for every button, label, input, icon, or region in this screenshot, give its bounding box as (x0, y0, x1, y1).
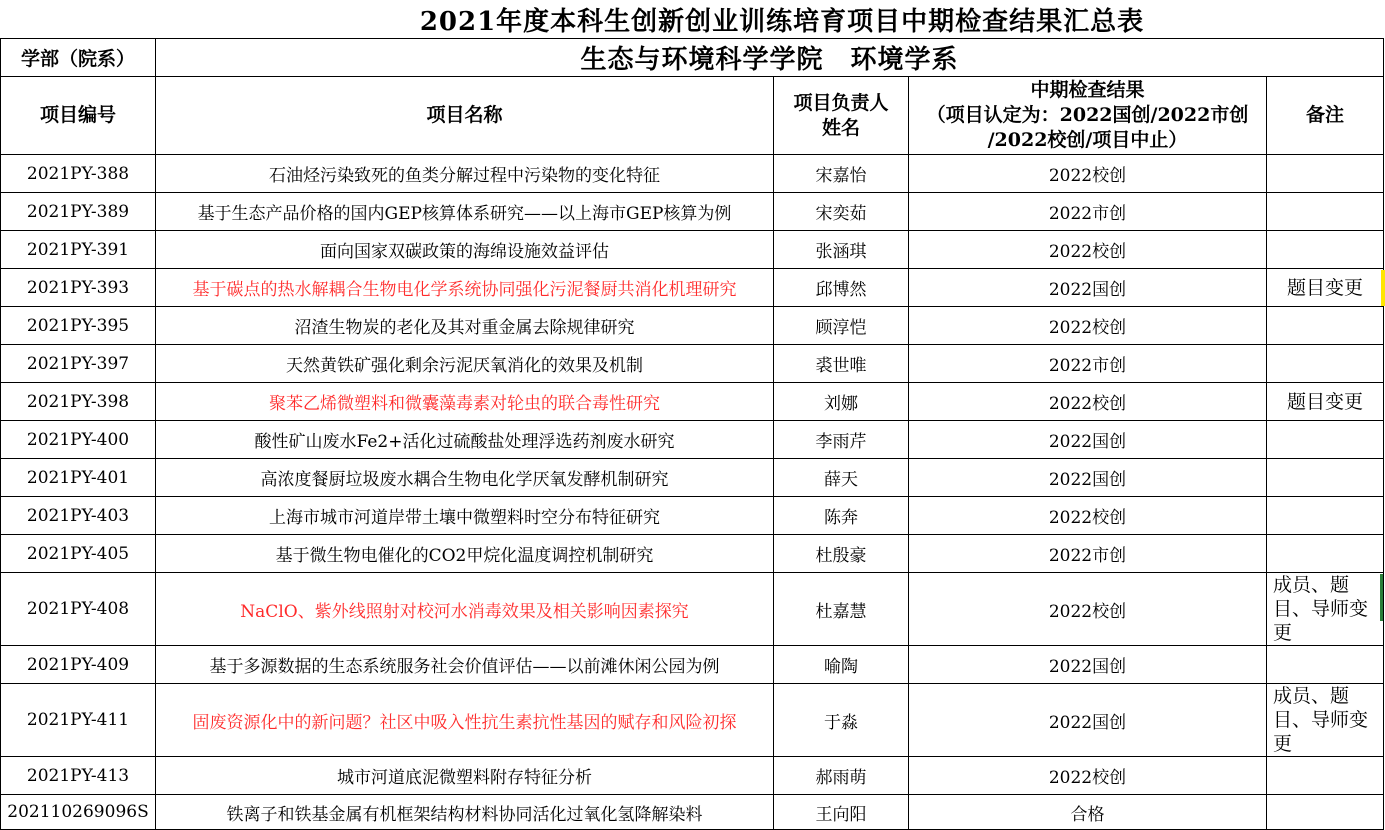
table-row (1, 421, 1384, 459)
project-id-cell[interactable]: 2021PY-401 (1, 459, 156, 497)
project-name-cell[interactable]: 石油烃污染致死的鱼类分解过程中污染物的变化特征 (156, 155, 774, 193)
note-cell[interactable] (1267, 421, 1384, 459)
header-result-line1: 中期检查结果 (1030, 79, 1145, 101)
project-leader-cell[interactable]: 杜殷豪 (774, 535, 909, 573)
project-name-cell[interactable]: 天然黄铁矿强化剩余污泥厌氧消化的效果及机制 (156, 345, 774, 383)
header-leader[interactable] (774, 77, 909, 155)
note-cell[interactable] (1267, 307, 1384, 345)
header-result[interactable] (909, 77, 1267, 155)
table-row (1, 684, 1384, 757)
check-result-cell[interactable]: 2022校创 (909, 383, 1267, 421)
project-id-cell[interactable]: 2021PY-393 (1, 269, 156, 307)
project-leader-cell[interactable]: 宋奕茹 (774, 193, 909, 231)
table-row (1, 231, 1384, 269)
note-cell[interactable] (1267, 535, 1384, 573)
project-id-cell[interactable]: 2021PY-408 (1, 573, 156, 646)
project-leader-cell[interactable]: 郝雨萌 (774, 757, 909, 795)
project-name-cell[interactable]: 基于碳点的热水解耦合生物电化学系统协同强化污泥餐厨共消化机理研究 (156, 269, 774, 307)
table-row (1, 535, 1384, 573)
header-leader-line2: 姓名 (821, 116, 860, 139)
note-cell[interactable]: 成员、题目、导师变更 (1267, 573, 1384, 646)
table-row (1, 269, 1384, 307)
project-name-cell[interactable]: 铁离子和铁基金属有机框架结构材料协同活化过氧化氢降解染料 (156, 795, 774, 830)
note-cell[interactable] (1267, 497, 1384, 535)
project-leader-cell[interactable]: 喻陶 (774, 646, 909, 684)
check-result-cell[interactable]: 2022校创 (909, 231, 1267, 269)
note-cell[interactable] (1267, 795, 1384, 830)
table-row (1, 155, 1384, 193)
note-cell[interactable] (1267, 231, 1384, 269)
header-leader-line1: 项目负责人 (793, 91, 889, 114)
note-cell[interactable]: 题目变更 (1267, 269, 1384, 307)
dept-name[interactable]: 生态与环境科学学院 环境学系 (156, 39, 1384, 77)
project-id-cell[interactable]: 2021PY-389 (1, 193, 156, 231)
note-cell[interactable]: 题目变更 (1267, 383, 1384, 421)
note-cell[interactable] (1267, 757, 1384, 795)
project-name-cell[interactable]: 酸性矿山废水Fe2+活化过硫酸盐处理浮选药剂废水研究 (156, 421, 774, 459)
header-id[interactable]: 项目编号 (1, 77, 156, 155)
project-leader-cell[interactable]: 裘世唯 (774, 345, 909, 383)
project-name-cell[interactable]: 沼渣生物炭的老化及其对重金属去除规律研究 (156, 307, 774, 345)
header-result-line3: /2022校创/项目中止） (987, 129, 1188, 151)
dept-label[interactable]: 学部（院系） (1, 39, 156, 77)
project-id-cell[interactable]: 2021PY-411 (1, 684, 156, 757)
project-id-cell[interactable]: 2021PY-403 (1, 497, 156, 535)
check-result-cell[interactable]: 2022市创 (909, 535, 1267, 573)
project-name-cell[interactable]: 面向国家双碳政策的海绵设施效益评估 (156, 231, 774, 269)
project-leader-cell[interactable]: 邱博然 (774, 269, 909, 307)
project-name-cell[interactable]: 上海市城市河道岸带土壤中微塑料时空分布特征研究 (156, 497, 774, 535)
project-name-cell[interactable]: NaClO、紫外线照射对校河水消毒效果及相关影响因素探究 (156, 573, 774, 646)
table-row (1, 646, 1384, 684)
project-name-cell[interactable]: 基于微生物电催化的CO2甲烷化温度调控机制研究 (156, 535, 774, 573)
header-result-line2: （项目认定为：2022国创/2022市创 (926, 104, 1249, 126)
sheet-title: 2021年度本科生创新创业训练培育项目中期检查结果汇总表 (419, 6, 1145, 37)
note-cell[interactable] (1267, 155, 1384, 193)
check-result-cell[interactable]: 2022市创 (909, 345, 1267, 383)
note-cell[interactable]: 成员、题目、导师变更 (1267, 684, 1384, 757)
note-cell[interactable] (1267, 459, 1384, 497)
project-name-cell[interactable]: 固废资源化中的新问题？社区中吸入性抗生素抗性基因的赋存和风险初探 (156, 684, 774, 757)
check-result-cell[interactable]: 2022国创 (909, 646, 1267, 684)
table-row (1, 497, 1384, 535)
project-id-cell[interactable]: 2021PY-398 (1, 383, 156, 421)
table-row (1, 459, 1384, 497)
check-result-cell[interactable]: 2022国创 (909, 421, 1267, 459)
check-result-cell[interactable]: 2022国创 (909, 684, 1267, 757)
table-row (1, 795, 1384, 830)
check-result-cell[interactable]: 2022校创 (909, 307, 1267, 345)
cell-selection-mark (1380, 574, 1383, 621)
project-name-cell[interactable]: 聚苯乙烯微塑料和微囊藻毒素对轮虫的联合毒性研究 (156, 383, 774, 421)
check-result-cell[interactable]: 2022国创 (909, 459, 1267, 497)
dept-row (1, 39, 1384, 77)
table-row (1, 573, 1384, 646)
project-id-cell[interactable]: 2021PY-397 (1, 345, 156, 383)
check-result-cell[interactable]: 2022国创 (909, 269, 1267, 307)
check-result-cell[interactable]: 2022校创 (909, 155, 1267, 193)
project-name-cell[interactable]: 基于生态产品价格的国内GEP核算体系研究——以上海市GEP核算为例 (156, 193, 774, 231)
note-cell[interactable] (1267, 646, 1384, 684)
project-leader-cell[interactable]: 于淼 (774, 684, 909, 757)
project-leader-cell[interactable]: 杜嘉慧 (774, 573, 909, 646)
project-id-cell[interactable]: 2021PY-413 (1, 757, 156, 795)
cell-highlight-mark (1381, 270, 1385, 306)
header-name[interactable]: 项目名称 (156, 77, 774, 155)
note-cell[interactable] (1267, 345, 1384, 383)
check-result-cell[interactable]: 2022校创 (909, 573, 1267, 646)
project-id-cell[interactable]: 202110269096S (1, 795, 156, 830)
table-row (1, 383, 1384, 421)
check-result-cell[interactable]: 2022校创 (909, 497, 1267, 535)
table-row (1, 345, 1384, 383)
project-leader-cell[interactable]: 宋嘉怡 (774, 155, 909, 193)
project-id-cell[interactable]: 2021PY-395 (1, 307, 156, 345)
project-leader-cell[interactable]: 李雨芹 (774, 421, 909, 459)
project-id-cell[interactable]: 2021PY-409 (1, 646, 156, 684)
check-result-cell[interactable]: 合格 (909, 795, 1267, 830)
project-leader-cell[interactable]: 陈奔 (774, 497, 909, 535)
project-id-cell[interactable]: 2021PY-405 (1, 535, 156, 573)
check-result-cell[interactable]: 2022市创 (909, 193, 1267, 231)
table-row (1, 193, 1384, 231)
table-row (1, 307, 1384, 345)
project-leader-cell[interactable]: 刘娜 (774, 383, 909, 421)
project-id-cell[interactable]: 2021PY-388 (1, 155, 156, 193)
project-leader-cell[interactable]: 薛天 (774, 459, 909, 497)
project-leader-cell[interactable]: 张涵琪 (774, 231, 909, 269)
check-result-cell[interactable]: 2022校创 (909, 757, 1267, 795)
project-name-cell[interactable]: 城市河道底泥微塑料附存特征分析 (156, 757, 774, 795)
project-id-cell[interactable]: 2021PY-400 (1, 421, 156, 459)
table-row (1, 757, 1384, 795)
note-cell[interactable] (1267, 193, 1384, 231)
project-id-cell[interactable]: 2021PY-391 (1, 231, 156, 269)
project-name-cell[interactable]: 高浓度餐厨垃圾废水耦合生物电化学厌氧发酵机制研究 (156, 459, 774, 497)
header-note[interactable]: 备注 (1267, 77, 1384, 155)
title-row (1, 0, 1384, 39)
project-leader-cell[interactable]: 顾淳恺 (774, 307, 909, 345)
header-row (1, 77, 1384, 155)
project-name-cell[interactable]: 基于多源数据的生态系统服务社会价值评估——以前滩休闲公园为例 (156, 646, 774, 684)
project-leader-cell[interactable]: 王向阳 (774, 795, 909, 830)
